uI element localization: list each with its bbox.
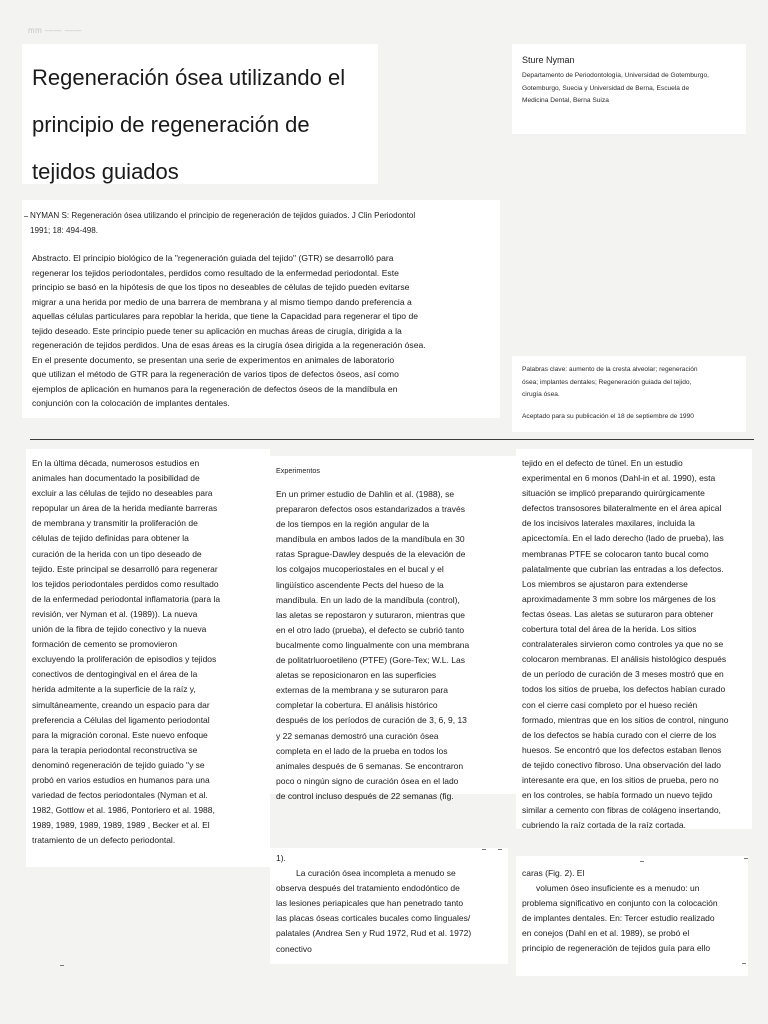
text-line: herida admitente a la superficie de la raíz y, bbox=[32, 684, 196, 695]
text-line: de membrana y transmitir la proliferación de bbox=[32, 518, 198, 529]
text-line: bucalmente como lingualmente con una membrana bbox=[276, 639, 470, 650]
text-line: observa después del tratamiento endodóntico de bbox=[276, 883, 460, 894]
author-affiliation bbox=[522, 70, 737, 108]
scan-mark bbox=[744, 858, 748, 859]
text-line: principio de regeneración de tejidos guía para ello bbox=[522, 943, 711, 954]
body-column-2 bbox=[276, 487, 508, 804]
citation bbox=[30, 208, 478, 238]
citation-line: 1991; 18: 494-498. bbox=[30, 226, 98, 235]
affiliation-line: Departamento de Periodontología, Universidad de Gotemburgo, bbox=[522, 72, 709, 79]
text-line: simultáneamente, creando un espacio para dar bbox=[32, 699, 210, 710]
abstract-line: aquellas células particulares para repoblar la herida, que tiene la Capacidad para regenerar el tipo de bbox=[32, 311, 419, 321]
scan-mark bbox=[498, 849, 502, 850]
citation-line: NYMAN S: Regeneración ósea utilizando el principio de regeneración de tejidos guiados. J Clin Periodontol bbox=[30, 211, 416, 220]
text-line: conectivos de dentogingival en el área de la bbox=[32, 669, 198, 680]
text-line: externas de la membrana y se suturaron para bbox=[276, 685, 448, 696]
text-line: colocaron membranas. El análisis histológico después bbox=[522, 654, 727, 665]
title-line: tejidos guiados bbox=[32, 159, 179, 184]
abstract-line: que utilizan el método de GTR para la regeneración de varios tipos de defectos óseos, así como bbox=[32, 369, 399, 379]
text-line: células de tejido definidas para obtener la bbox=[32, 533, 189, 544]
text-line: para la migración coronal. Este nuevo enfoque bbox=[32, 729, 208, 740]
text-line: tratamiento de un defecto periodontal. bbox=[32, 835, 176, 846]
text-line: aletas se reposicionaron en las superficies bbox=[276, 670, 437, 681]
body-column-3-continued bbox=[522, 866, 752, 957]
text-line: prepararon defectos osos estandarizados a través bbox=[276, 504, 466, 515]
text-line: revisión, ver Nyman et al. (1989)). La nueva bbox=[32, 608, 198, 619]
text-line: fectas óseas. Las aletas se suturaron para obtener bbox=[522, 608, 714, 619]
text-line: de los defectos se había curado con el cierre de los bbox=[522, 729, 717, 740]
article-title bbox=[32, 54, 392, 195]
abstract-line: regenerar los tejidos periodontales, perdidos como resultado de la enfermedad periodontal. Este bbox=[32, 267, 399, 278]
text-line: palatalmente que cubrían las entradas a los defectos. bbox=[522, 563, 724, 574]
body-column-3 bbox=[522, 456, 752, 833]
text-line: denominó regeneración de tejido guiado "y se bbox=[32, 759, 205, 770]
author-name: Sture Nyman bbox=[522, 55, 575, 65]
text-line: completa en el lado de la prueba en todos los bbox=[276, 745, 448, 756]
text-line: tejido en el defecto de túnel. En un estudio bbox=[522, 458, 683, 468]
abstract bbox=[32, 251, 494, 411]
text-line: La curación ósea incompleta a menudo se bbox=[296, 868, 456, 879]
text-line: en conejos (Dahl en et al. 1989), se probó el bbox=[522, 928, 690, 939]
text-line: cubriendo la raíz cortada de la raíz cortada. bbox=[522, 820, 686, 831]
text-line: tejido. Este principal se desarrolló para regenerar bbox=[32, 563, 218, 574]
affiliation-line: Medicina Dental, Berna Suiza bbox=[522, 97, 609, 105]
body-column-1 bbox=[32, 456, 264, 848]
scan-mark bbox=[24, 216, 28, 217]
abstract-line: tejido deseado. Este principio puede tener su aplicación en muchas áreas de cirugía, dirigida a la bbox=[32, 325, 402, 336]
abstract-line: conjunción con la colocación de implantes dentales. bbox=[32, 398, 230, 408]
text-line: probó en varios estudios en humanos para una bbox=[32, 774, 210, 785]
text-line: las lesiones periapicales que han penetrado tanto bbox=[276, 898, 464, 909]
text-line: 1989, 1989, 1989, 1989, 1989 , Becker et al. El bbox=[32, 820, 210, 831]
text-line: en el otro lado (prueba), el defecto se cubrió tanto bbox=[276, 624, 465, 635]
text-line: similar a cemento con fibras de colágeno insertando, bbox=[522, 805, 721, 816]
keywords-line: cirugía ósea. bbox=[522, 391, 560, 399]
text-line: ratas Sprague-Dawley después de la elevación de bbox=[276, 549, 466, 560]
scan-mark bbox=[60, 965, 64, 966]
text-line: completar la cobertura. El análisis histórico bbox=[276, 700, 438, 711]
text-line: huesos. Se encontró que los defectos estaban llenos bbox=[522, 744, 722, 755]
text-line: de politatrluoroetileno (PTFE) (Gore-Tex; W.L. Las bbox=[276, 655, 465, 666]
abstract-line: ejemplos de aplicación en humanos para la regeneración de defectos óseos de la mandíbula en bbox=[32, 383, 398, 394]
text-line: conectivo bbox=[276, 943, 312, 954]
text-line: repopular un área de la herida mediante barreras bbox=[32, 503, 218, 514]
text-line: cobertura total del área de la herida. Los sitios bbox=[522, 624, 697, 635]
text-line: preferencia a Células del ligamento periodontal bbox=[32, 714, 210, 725]
text-line: de un período de curación de 3 meses mostró que en bbox=[522, 669, 724, 680]
scan-mark bbox=[742, 963, 746, 964]
text-line: después de los períodos de curación de 3, 6, 9, 13 bbox=[276, 715, 467, 726]
scan-mark bbox=[640, 861, 644, 862]
accepted-date: Aceptado para su publicación el 18 de septiembre de 1990 bbox=[522, 413, 694, 420]
text-line: volumen óseo insuficiente es a menudo: un bbox=[536, 883, 700, 894]
affiliation-line: Gotemburgo, Suecia y Universidad de Berna, Escuela de bbox=[522, 84, 690, 92]
text-line: 1982, Gottlow et al. 1986, Pontoriero et al. 1988, bbox=[32, 805, 215, 816]
text-line: de los tiempos en la región angular de la bbox=[276, 519, 430, 530]
abstract-line: principio se basó en la hipótesis de que los tipos no deseables de células de tejido pueden evitarse bbox=[32, 282, 410, 292]
running-header: mm —— —— bbox=[28, 26, 82, 35]
text-line: animales han documentado la posibilidad de bbox=[32, 473, 200, 484]
text-line: 1). bbox=[276, 853, 286, 863]
text-line: curación de la herida con un tipo deseado de bbox=[32, 548, 202, 559]
text-line: los tejidos periodontales perdidos como resultado bbox=[32, 578, 219, 589]
title-line: principio de regeneración de bbox=[32, 112, 310, 137]
abstract-line: Abstracto. El principio biológico de la "regeneración guiada del tejido" (GTR) se desarrolló para bbox=[32, 253, 394, 263]
title-line: Regeneración ósea utilizando el bbox=[32, 65, 346, 90]
text-line: En un primer estudio de Dahlin et al. (1988), se bbox=[276, 489, 455, 499]
text-line: variedad de fectos periodontales (Nyman et al. bbox=[32, 790, 208, 801]
text-line: excluir a las células de tejido no deseables para bbox=[32, 488, 213, 499]
abstract-line: En el presente documento, se presentan una serie de experimentos en animales de laboratorio bbox=[32, 354, 395, 365]
text-line: formado, mientras que en los sitios de control, ninguno bbox=[522, 714, 729, 725]
keywords bbox=[522, 364, 737, 402]
text-line: situación se implicó preparando quirúrgicamente bbox=[522, 488, 705, 499]
text-line: formación de cemento se promovieron bbox=[32, 639, 178, 650]
text-line: las aletas se repostaron y suturaron, mientras que bbox=[276, 609, 465, 620]
body-column-2-continued bbox=[276, 851, 508, 957]
text-line: unión de la fibra de tejido conectivo y la nueva bbox=[32, 624, 207, 635]
text-line: de tejido conectivo fibroso. Una observación del lado bbox=[522, 759, 721, 770]
text-line: poco o ningún signo de curación ósea en el lado bbox=[276, 775, 459, 786]
text-line: de los incisivos laterales maxilares, incluida la bbox=[522, 518, 695, 529]
text-line: todos los sitios de prueba, los defectos habían curado bbox=[522, 684, 726, 695]
text-line: mandíbula. En un lado de la mandíbula (control), bbox=[276, 594, 460, 605]
text-line: palatales (Andrea Sen y Rud 1972, Rud et al. 1972) bbox=[276, 928, 472, 939]
text-line: los colgajos mucoperiostales en el bucal y el bbox=[276, 564, 444, 575]
scan-mark bbox=[482, 849, 486, 850]
abstract-line: regeneración de tejidos perdidos. Una de esas áreas es la cirugía ósea dirigida a la regeneración ósea. bbox=[32, 340, 426, 350]
text-line: de control incluso después de 22 semanas (fig. bbox=[276, 790, 454, 801]
text-line: de la enfermedad periodontal inflamatoria (para la bbox=[32, 593, 221, 604]
text-line: En la última década, numerosos estudios en bbox=[32, 458, 200, 468]
text-line: lingüístico ascendente Pects del hueso de la bbox=[276, 579, 444, 590]
text-line: las placas óseas corticales bucales como linguales/ bbox=[276, 913, 471, 924]
text-line: de implantes dentales. En: Tercer estudio realizado bbox=[522, 913, 715, 924]
abstract-line: migrar a una herida por medio de una barrera de membrana y al mismo tiempo dando preferencia a bbox=[32, 296, 412, 307]
keywords-line: ósea; implantes dentales; Regeneración guiada del tejido, bbox=[522, 378, 692, 386]
text-line: con el cierre casi completo por el hueso recién bbox=[522, 699, 698, 710]
section-divider bbox=[30, 439, 754, 440]
text-line: para la terapia periodontal reconstructiva se bbox=[32, 744, 198, 755]
text-line: y 22 semanas demostró una curación ósea bbox=[276, 730, 439, 741]
text-line: interesante era que, en los sitios de prueba, pero no bbox=[522, 774, 719, 785]
keywords-line: Palabras clave: aumento de la cresta alveolar; regeneración bbox=[522, 366, 698, 373]
text-line: apicectomía. En el lado derecho (lado de prueba), las bbox=[522, 533, 724, 544]
text-line: membranas PTFE se colocaron tanto bucal como bbox=[522, 548, 709, 559]
text-line: contralaterales sirvieron como controles ya que no se bbox=[522, 639, 724, 650]
text-line: Los miembros se ajustaron para extenderse bbox=[522, 578, 688, 589]
text-line: defectos transosores bilateralmente en el área apical bbox=[522, 503, 722, 514]
text-line: en los controles, se había formado un nuevo tejido bbox=[522, 790, 713, 801]
text-line: aproximadamente 3 mm sobre los márgenes de los bbox=[522, 593, 716, 604]
text-line: excluyendo la proliferación de episodios y tejidos bbox=[32, 654, 217, 665]
section-heading: Experimentos bbox=[276, 466, 320, 475]
text-line: caras (Fig. 2). El bbox=[522, 868, 585, 878]
text-line: problema significativo en conjunto con la colocación bbox=[522, 898, 718, 909]
text-line: experimental en 6 monos (Dahl-in et al. 1990), esta bbox=[522, 473, 716, 484]
text-line: animales después de 6 semanas. Se encontraron bbox=[276, 760, 464, 771]
text-line: mandíbula en ambos lados de la mandíbula en 30 bbox=[276, 534, 465, 545]
